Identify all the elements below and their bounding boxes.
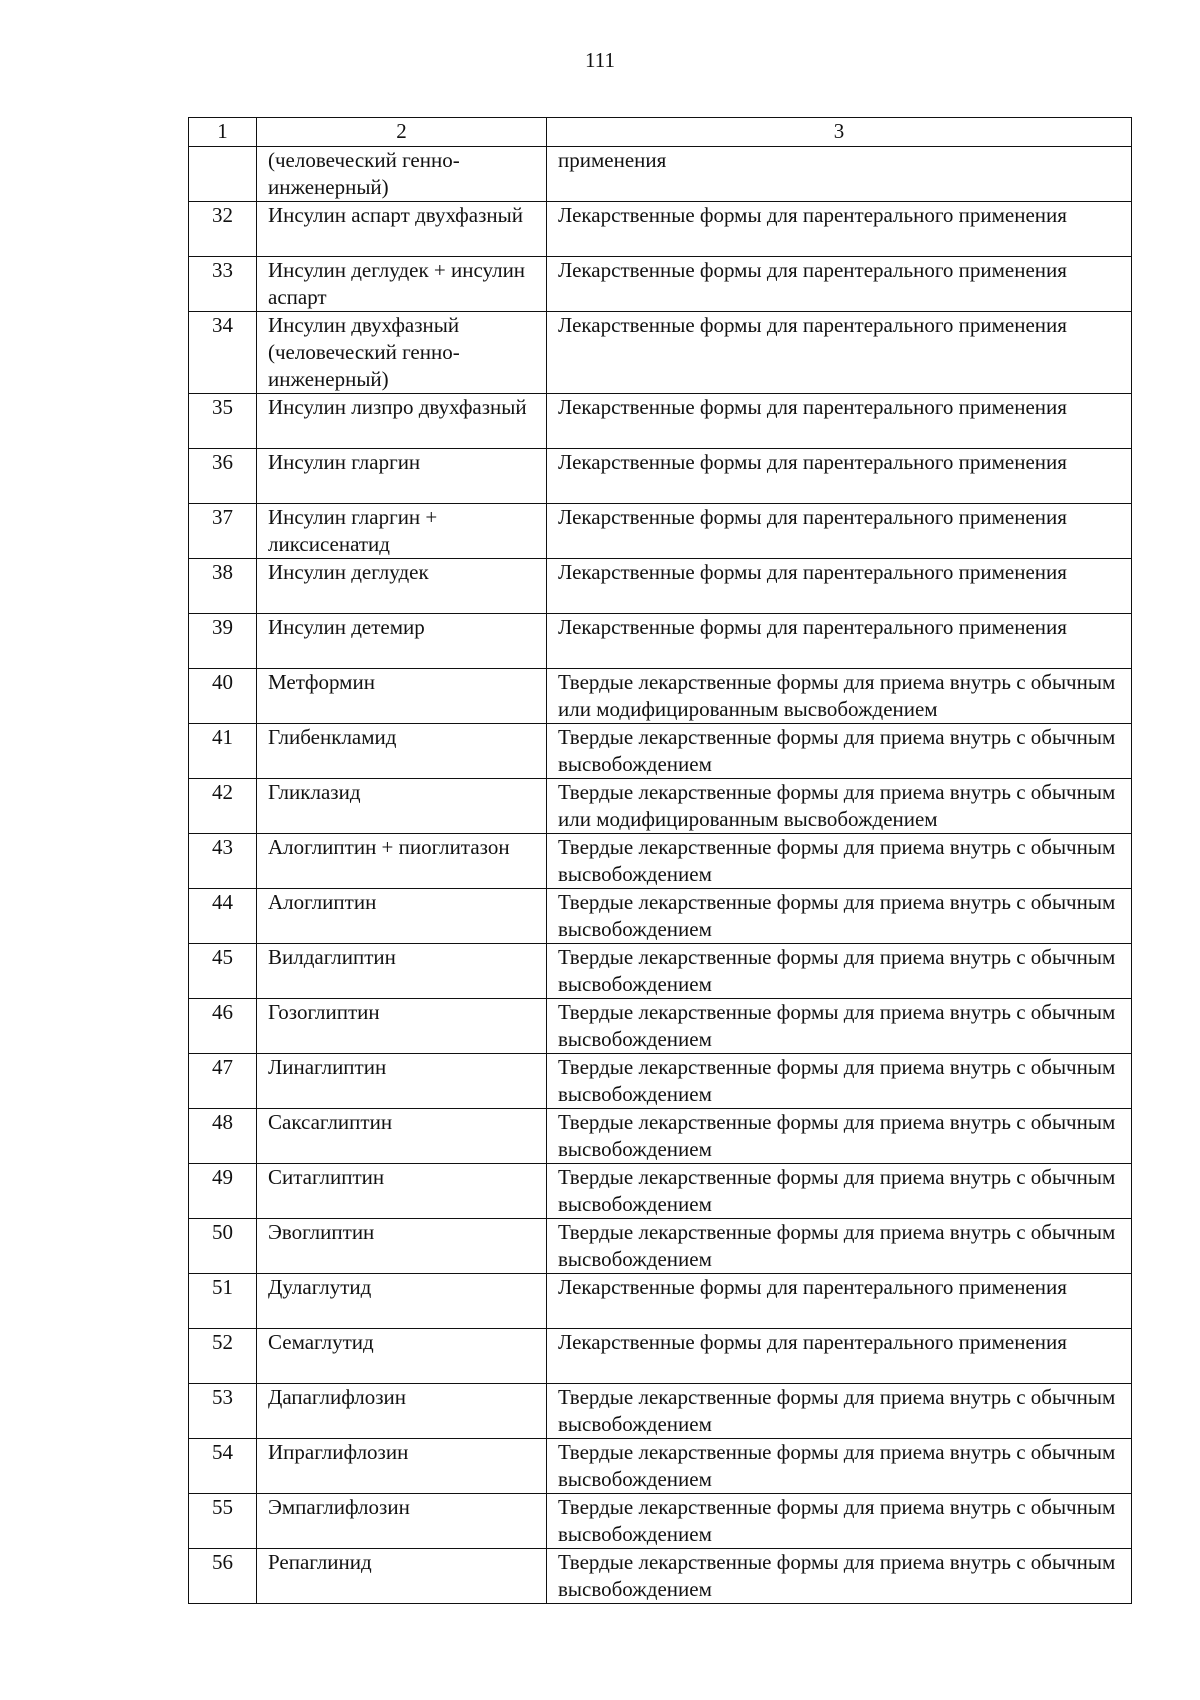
table-row: [189, 1054, 1132, 1109]
dosage-form: Твердые лекарственные формы для приема внутрь с обычным или модифицированным высвобождением: [547, 669, 1132, 724]
row-number: 41: [189, 724, 257, 779]
drug-name: Глибенкламид: [257, 724, 547, 779]
row-number: 40: [189, 669, 257, 724]
dosage-form: Твердые лекарственные формы для приема внутрь с обычным высвобождением: [547, 1494, 1132, 1549]
drug-name: Инсулин гларгин: [257, 449, 547, 504]
table-row: [189, 1549, 1132, 1604]
drug-name: Гликлазид: [257, 779, 547, 834]
dosage-form: Твердые лекарственные формы для приема внутрь с обычным или модифицированным высвобождением: [547, 779, 1132, 834]
row-number: 34: [189, 312, 257, 394]
row-number: 51: [189, 1274, 257, 1329]
dosage-form: Лекарственные формы для парентерального применения: [547, 449, 1132, 504]
table-row: [189, 1494, 1132, 1549]
drug-name: (человеческий генно-инженерный): [257, 147, 547, 202]
drug-name: Инсулин аспарт двухфазный: [257, 202, 547, 257]
drug-table: [188, 117, 1132, 1604]
column-header: 1: [189, 118, 257, 147]
dosage-form: Твердые лекарственные формы для приема внутрь с обычным высвобождением: [547, 944, 1132, 999]
dosage-form: Твердые лекарственные формы для приема внутрь с обычным высвобождением: [547, 1439, 1132, 1494]
drug-name: Алоглиптин + пиоглитазон: [257, 834, 547, 889]
dosage-form: Лекарственные формы для парентерального применения: [547, 504, 1132, 559]
table-row: [189, 449, 1132, 504]
drug-name: Дапаглифлозин: [257, 1384, 547, 1439]
table-header-row: [189, 118, 1132, 147]
row-number: 48: [189, 1109, 257, 1164]
dosage-form: Лекарственные формы для парентерального применения: [547, 1329, 1132, 1384]
table-row: [189, 257, 1132, 312]
dosage-form: применения: [547, 147, 1132, 202]
table-row: [189, 504, 1132, 559]
row-number: 38: [189, 559, 257, 614]
row-number: 35: [189, 394, 257, 449]
row-number: 33: [189, 257, 257, 312]
table-row: [189, 1219, 1132, 1274]
row-number: 52: [189, 1329, 257, 1384]
table-row: [189, 1329, 1132, 1384]
row-number: 32: [189, 202, 257, 257]
table-row: [189, 779, 1132, 834]
row-number: 56: [189, 1549, 257, 1604]
drug-name: Ситаглиптин: [257, 1164, 547, 1219]
row-number: 50: [189, 1219, 257, 1274]
table-row: [189, 999, 1132, 1054]
dosage-form: Твердые лекарственные формы для приема внутрь с обычным высвобождением: [547, 889, 1132, 944]
drug-name: Саксаглиптин: [257, 1109, 547, 1164]
drug-name: Эмпаглифлозин: [257, 1494, 547, 1549]
dosage-form: Твердые лекарственные формы для приема внутрь с обычным высвобождением: [547, 1164, 1132, 1219]
row-number: 44: [189, 889, 257, 944]
column-header: 3: [547, 118, 1132, 147]
row-number: [189, 147, 257, 202]
drug-name: Гозоглиптин: [257, 999, 547, 1054]
dosage-form: Лекарственные формы для парентерального применения: [547, 614, 1132, 669]
table-row: [189, 1164, 1132, 1219]
table-row: [189, 1439, 1132, 1494]
drug-name: Ипраглифлозин: [257, 1439, 547, 1494]
table-row: [189, 312, 1132, 394]
row-number: 55: [189, 1494, 257, 1549]
row-number: 49: [189, 1164, 257, 1219]
drug-name: Метформин: [257, 669, 547, 724]
drug-name: Инсулин лизпро двухфазный: [257, 394, 547, 449]
drug-name: Инсулин двухфазный (человеческий генно-инженерный): [257, 312, 547, 394]
drug-name: Инсулин деглудек: [257, 559, 547, 614]
dosage-form: Твердые лекарственные формы для приема внутрь с обычным высвобождением: [547, 1109, 1132, 1164]
drug-name: Алоглиптин: [257, 889, 547, 944]
dosage-form: Лекарственные формы для парентерального применения: [547, 312, 1132, 394]
table-row: [189, 944, 1132, 999]
table-row: [189, 147, 1132, 202]
column-header: 2: [257, 118, 547, 147]
dosage-form: Лекарственные формы для парентерального применения: [547, 257, 1132, 312]
drug-name: Инсулин деглудек + инсулин аспарт: [257, 257, 547, 312]
row-number: 42: [189, 779, 257, 834]
table-row: [189, 724, 1132, 779]
row-number: 53: [189, 1384, 257, 1439]
dosage-form: Твердые лекарственные формы для приема внутрь с обычным высвобождением: [547, 1384, 1132, 1439]
drug-name: Вилдаглиптин: [257, 944, 547, 999]
dosage-form: Твердые лекарственные формы для приема внутрь с обычным высвобождением: [547, 1219, 1132, 1274]
row-number: 54: [189, 1439, 257, 1494]
drug-name: Дулаглутид: [257, 1274, 547, 1329]
drug-name: Линаглиптин: [257, 1054, 547, 1109]
table-row: [189, 1384, 1132, 1439]
dosage-form: Твердые лекарственные формы для приема внутрь с обычным высвобождением: [547, 834, 1132, 889]
table-row: [189, 834, 1132, 889]
table-row: [189, 559, 1132, 614]
table-row: [189, 1109, 1132, 1164]
dosage-form: Твердые лекарственные формы для приема внутрь с обычным высвобождением: [547, 999, 1132, 1054]
row-number: 39: [189, 614, 257, 669]
dosage-form: Лекарственные формы для парентерального применения: [547, 1274, 1132, 1329]
row-number: 43: [189, 834, 257, 889]
table-row: [189, 1274, 1132, 1329]
drug-name: Инсулин детемир: [257, 614, 547, 669]
dosage-form: Лекарственные формы для парентерального применения: [547, 559, 1132, 614]
drug-name: Инсулин гларгин + ликсисенатид: [257, 504, 547, 559]
row-number: 47: [189, 1054, 257, 1109]
dosage-form: Твердые лекарственные формы для приема внутрь с обычным высвобождением: [547, 1054, 1132, 1109]
drug-name: Семаглутид: [257, 1329, 547, 1384]
row-number: 46: [189, 999, 257, 1054]
drug-name: Репаглинид: [257, 1549, 547, 1604]
row-number: 37: [189, 504, 257, 559]
table-row: [189, 202, 1132, 257]
dosage-form: Лекарственные формы для парентерального применения: [547, 394, 1132, 449]
dosage-form: Лекарственные формы для парентерального применения: [547, 202, 1132, 257]
dosage-form: Твердые лекарственные формы для приема внутрь с обычным высвобождением: [547, 724, 1132, 779]
row-number: 45: [189, 944, 257, 999]
page-number: 111: [585, 48, 615, 72]
row-number: 36: [189, 449, 257, 504]
drug-name: Эвоглиптин: [257, 1219, 547, 1274]
table-row: [189, 614, 1132, 669]
dosage-form: Твердые лекарственные формы для приема внутрь с обычным высвобождением: [547, 1549, 1132, 1604]
table-row: [189, 669, 1132, 724]
table-row: [189, 889, 1132, 944]
table-row: [189, 394, 1132, 449]
